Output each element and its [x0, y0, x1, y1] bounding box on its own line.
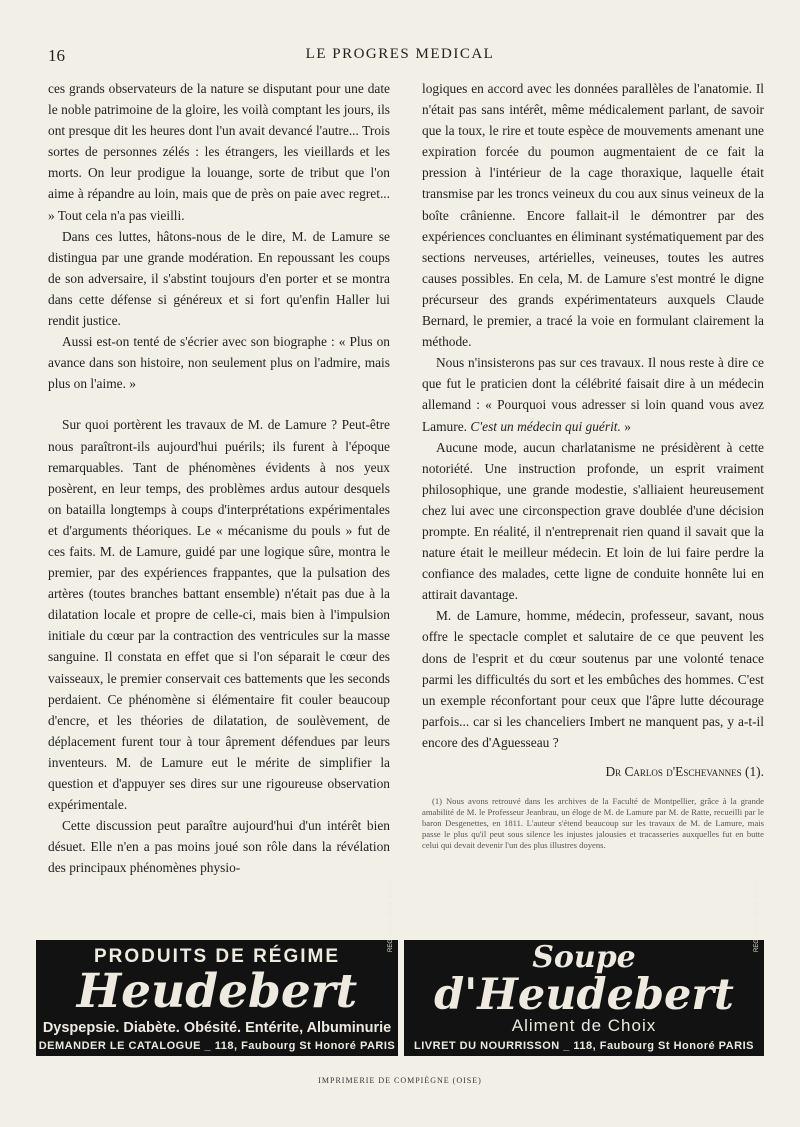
right-paragraph-3: Aucune mode, aucun charlatanisme ne présidèrent à cette notoriété. Une instruction profonde, un esprit vraiment philosophique, une grande modestie, s'alliaient heureusement chez lui avec une circonspection grave doublée d'une décision prompte. En réalité, il n'entreprenait rien quand il savait que la nature était le meilleur médecin. Et loin de lui faire perdre la confiance des malades, cette ligne de conduite honnête lui en attirait davantage.: [422, 439, 764, 603]
running-head: LE PROGRES MEDICAL: [305, 46, 495, 62]
left-paragraph-5: Cette discussion peut paraître aujourd'hui d'un intérêt bien désuet. Elle n'en a pas moins joué son rôle dans la révélation des principaux phénomènes physio-: [48, 818, 390, 876]
ad-produits-de-regime: PRODUITS DE RÉGIME Heudebert Dyspepsie. Diabète. Obésité. Entérite, Albuminurie DEMANDER LE CATALOGUE _ 118, Faubourg St Honoré PARIS REG. COM. SEINE 65.320: [36, 940, 398, 1056]
ad-right-headline: Soupe: [532, 940, 636, 975]
ad-right-livret: LIVRET DU NOURRISSON _ 118, Faubourg St Honoré PARIS: [414, 1040, 754, 1052]
ad-soupe-heudebert: Soupe d'Heudebert Aliment de Choix LIVRET DU NOURRISSON _ 118, Faubourg St Honoré PARIS REG. COM. SEINE 65.320: [404, 940, 764, 1056]
right-paragraph-4: M. de Lamure, homme, médecin, professeur, savant, nous offre le spectacle complet et salutaire de ce que peuvent les dons de l'esprit et du cœur soutenus par une volonté tenace parmi les difficultés du sort et les embûches des hommes. C'est un exemple réconfortant pour ceux que l'âpre lutte décourage parfois... car si les chanceliers Imbert ne manquent pas, y a-t-il encore des d'Aguesseau ?: [422, 608, 764, 750]
ad-left-brand: Heudebert: [76, 964, 358, 1019]
right-paragraph-2-italic: C'est un médecin qui guérit.: [470, 418, 621, 434]
printer-imprint: IMPRIMERIE DE COMPIÈGNE (OISE): [318, 1076, 482, 1085]
right-paragraph-1: logiques en accord avec les données parallèles de l'anatomie. Il n'était pas sans intérêt, même médicalement parlant, de savoir que la toux, le rire et toute espèce de mouvements amenant une expiration forcée du poumon augmentaient de ce fait la pression à l'intérieur de la cage thoraxique, laquelle était transmise par les troncs veineux du cou aux sinus veineux de la boîte crânienne. Encore fallait-il le démontrer par des expériences concluantes en éliminant systématiquement par des sections nerveuses, artérielles, veineuses, toutes les autres causes possibles. En cela, M. de Lamure s'est montré le digne précurseur des grands expérimentateurs auxquels Claude Bernard, le premier, a tracé la voie en formulant clairement la méthode.: [422, 81, 764, 350]
ad-left-conditions: Dyspepsie. Diabète. Obésité. Entérite, Albuminurie: [42, 1020, 392, 1036]
ad-left-headline: PRODUITS DE RÉGIME: [93, 946, 341, 967]
footnote: (1) Nous avons retrouvé dans les archives de la Faculté de Montpellier, grâce à la grande amabilité de M. le Professeur Jeanbrau, un éloge de M. de Lamure par M. de Ratte, recueilli par le baron Desgenettes, en 1811. L'auteur s'étend beaucoup sur les travaux de M. de Lamure, mais passe le plus qu'il peut sous silence les injustes jalousies et tracasseries auxquelles fut en butte celui qui devait devenir l'un des plus illustres doyens.: [422, 796, 764, 851]
advertisements: [36, 880, 764, 1056]
page-number: 16: [48, 46, 65, 65]
left-paragraph-2: Dans ces luttes, hâtons-nous de le dire, M. de Lamure se distingua par une grande modération. En repoussant les coups de son adversaire, il s'abstint toujours d'en porter et se montra dans cette défense si généreux et si fort qu'enfin Haller lui rendit justice.: [48, 228, 390, 329]
right-paragraph-2: [422, 352, 764, 436]
ad-right-brand: d'Heudebert: [434, 970, 734, 1020]
right-column: [422, 78, 764, 851]
left-column: [48, 78, 390, 878]
left-paragraph-1: ces grands observateurs de la nature se disputant pour une date le noble patrimoine de la gloire, les voilà comptant les jours, ils ont presque dit les heures dont l'un avait devancé l'autre... Trois sortes de personnes zélés : les étrangers, les vieillards et les morts. On leur prodigue la louange, sorte de tribut que l'on aime à répandre au loin, mais que de près on paie avec regret... » Tout cela n'a pas vieilli.: [48, 81, 390, 223]
author-signature: Dr Carlos d'Eschevannes (1).: [605, 764, 764, 779]
right-paragraph-2-text: Nous n'insisterons pas sur ces travaux. Il nous reste à dire ce que fut le praticien dont la célébrité faisait dire à un médecin allemand : « Pourquoi vous adresser si loin quand vous avez Lamure.: [422, 355, 764, 434]
left-paragraph-4: Sur quoi portèrent les travaux de M. de Lamure ? Peut-être nous paraîtront-ils aujourd'hui puérils; ils furent à l'époque remarquables. Tant de phénomènes évidents à nos yeux posèrent, en leur temps, des problèmes ardus autour desquels on batailla longtemps à coups d'interprétations expérimentales et d'arguments théoriques. Le « mécanisme du pouls » fut de ces faits. M. de Lamure, guidé par une logique sûre, montra le premier, par des expériences frappantes, que la pulsation des artères (toutes branches battant ensemble) n'était pas due à la dilatation locale et propre de celle-ci, mais bien à l'impulsion initiale du cœur par la contraction des ventricules sur la masse sanguine. Il constata en effet que si l'on séparait le cœur des vaisseaux, le premier conservait ces battements que les seconds perdaient. Ce phénomène si élémentaire fit couler beaucoup d'encre, et les théories de dilatation, de soulèvement, de déplacement furent tour à tour âprement défendues par leurs inventeurs. M. de Lamure eut le mérite de simplifier la question et d'appuyer ses dires sur une rigoureuse observation expérimentale.: [48, 417, 390, 813]
ad-left-catalogue: DEMANDER LE CATALOGUE _ 118, Faubourg St Honoré PARIS: [38, 1040, 396, 1052]
left-paragraph-3: Aussi est-on tenté de s'écrier avec son biographe : « Plus on avance dans son histoire, non seulement plus on l'admire, mais plus on l'aime. »: [48, 334, 390, 392]
ad-right-tagline: Aliment de Choix: [511, 1016, 657, 1035]
right-paragraph-2-end: »: [624, 418, 631, 434]
